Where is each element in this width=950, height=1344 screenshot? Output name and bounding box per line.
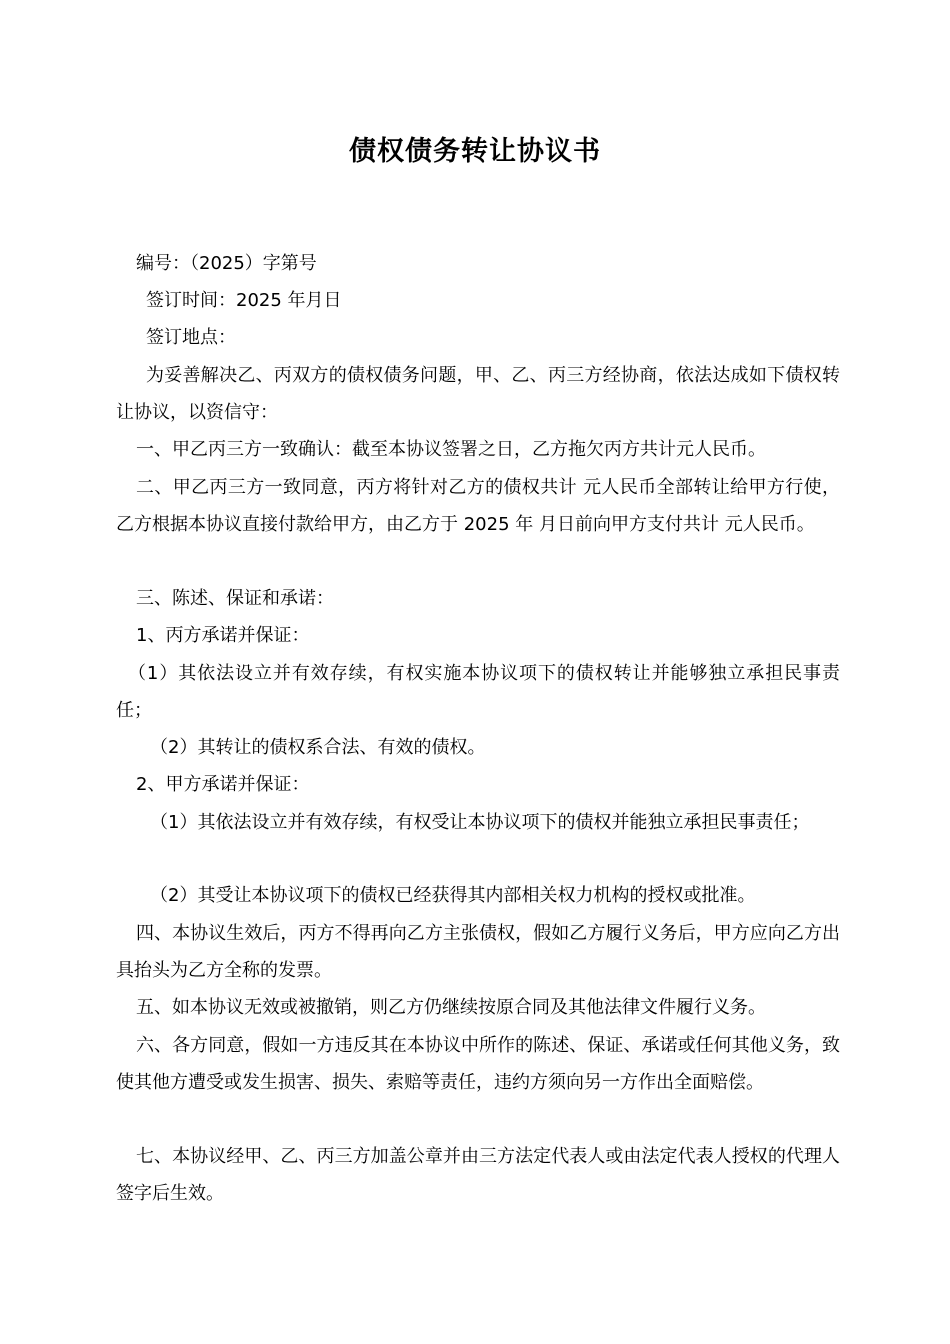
clause-2: 二、甲乙丙三方一致同意，丙方将针对乙方的债权共计 元人民币全部转让给甲方行使，乙方根据本协议直接付款给甲方，由乙方于 2025 年 月日前向甲方支付共计 元人民币。 [116, 477, 840, 535]
clause-6: 六、各方同意，假如一方违反其在本协议中所作的陈述、保证、承诺或任何其他义务，致使其他方遭受或发生损害、损失、索赔等责任，违约方须向另一方作出全面赔偿。 [116, 1035, 840, 1093]
sign-time: 签订时间：2025 年月日 [146, 290, 342, 311]
clause-3-1-2: （2）其转让的债权系合法、有效的债权。 [150, 737, 486, 758]
clause-5: 五、如本协议无效或被撤销，则乙方仍继续按原合同及其他法律文件履行义务。 [136, 997, 766, 1018]
clause-3-2-1: （1）其依法设立并有效存续，有权受让本协议项下的债权并能独立承担民事责任； [150, 812, 810, 833]
preamble-paragraph: 为妥善解决乙、丙双方的债权债务问题，甲、乙、丙三方经协商，依法达成如下债权转让协议，以资信守： [116, 365, 840, 423]
clause-3-1-1: （1）其依法设立并有效存续，有权实施本协议项下的债权转让并能够独立承担民事责任； [116, 663, 840, 721]
document-number: 编号：（2025）字第号 [136, 253, 317, 274]
sign-place: 签订地点： [146, 327, 236, 348]
clause-4: 四、本协议生效后，丙方不得再向乙方主张债权，假如乙方履行义务后，甲方应向乙方出具抬头为乙方全称的发票。 [116, 923, 840, 981]
document-title: 债权债务转让协议书 [349, 136, 601, 167]
clause-3-heading: 三、陈述、保证和承诺： [136, 588, 334, 609]
clause-3-2-heading: 2、甲方承诺并保证： [136, 774, 310, 795]
clause-7: 七、本协议经甲、乙、丙三方加盖公章并由三方法定代表人或由法定代表人授权的代理人签字后生效。 [116, 1146, 840, 1204]
clause-3-1-heading: 1、丙方承诺并保证： [136, 625, 310, 646]
clause-1: 一、甲乙丙三方一致确认：截至本协议签署之日，乙方拖欠丙方共计元人民币。 [136, 439, 766, 460]
clause-3-2-2: （2）其受让本协议项下的债权已经获得其内部相关权力机构的授权或批准。 [150, 885, 756, 906]
